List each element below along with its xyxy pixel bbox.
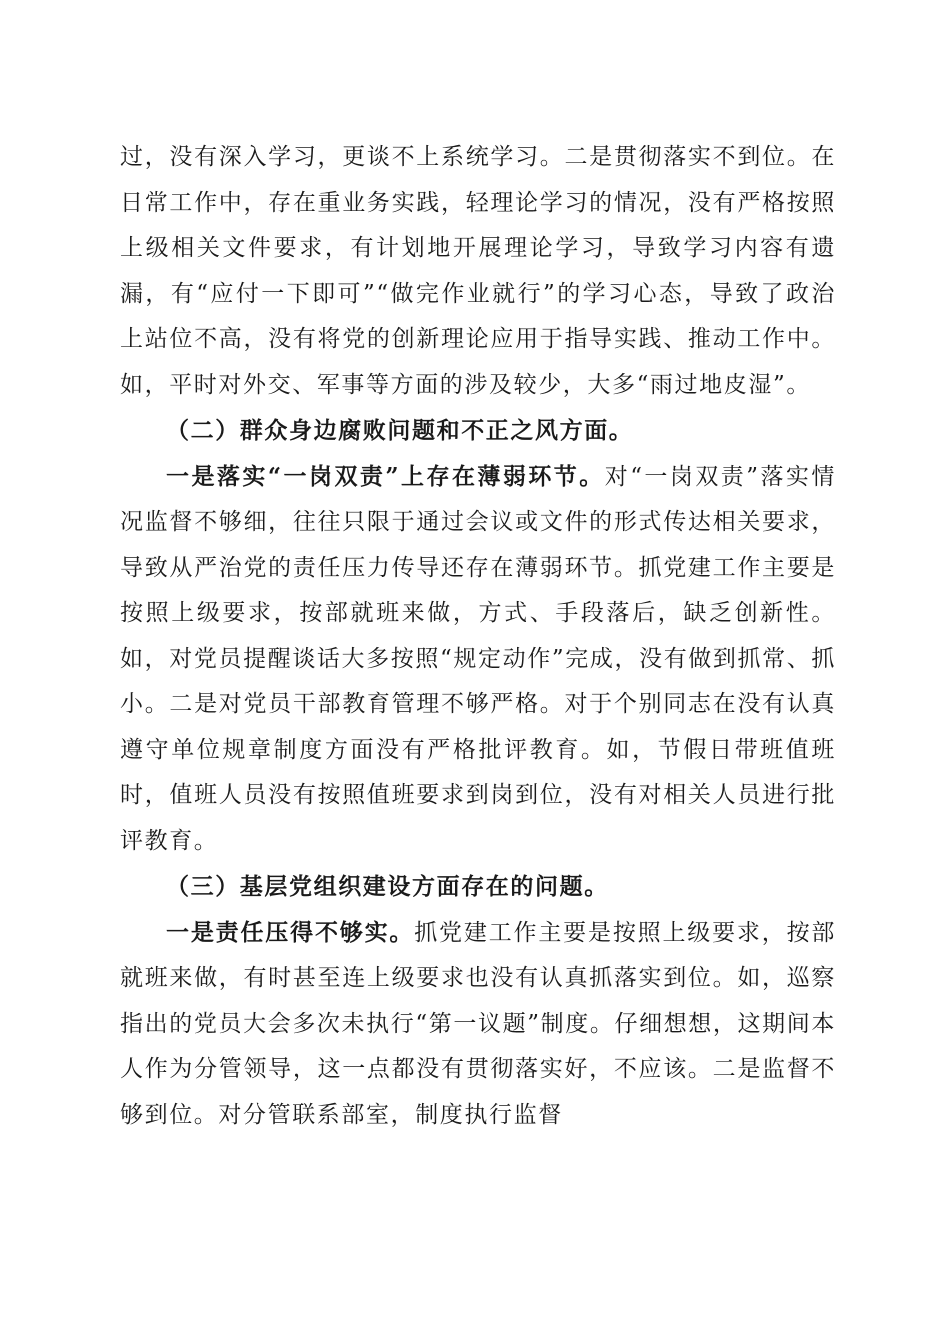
paragraph-text: 抓党建工作主要是按照上级要求，按部就班来做，有时甚至连上级要求也没有认真抓落实到位。如，巡察指出的党员大会多次未执行“第一议题”制度。仔细想想，这期间本人作为分管领导，这一点都没有贯彻落实好，不应该。二是监督不够到位。对分管联系部室，制度执行监督 xyxy=(120,919,837,1128)
document-body xyxy=(120,135,836,1138)
paragraph-continuation: 过，没有深入学习，更谈不上系统学习。二是贯彻落实不到位。在日常工作中，存在重业务实践，轻理论学习的情况，没有严格按照上级相关文件要求，有计划地开展理论学习，导致学习内容有遗漏，有“应付一下即可”“做完作业就行”的学习心态，导致了政治上站位不高，没有将党的创新理论应用于指导实践、推动工作中。如，平时对外交、军事等方面的涉及较少，大多“雨过地皮湿”。 xyxy=(120,144,836,398)
paragraph-lead-sentence: 一是落实“一岗双责”上存在薄弱环节。 xyxy=(166,462,605,490)
paragraph-section-3 xyxy=(120,910,836,1139)
section-heading-3: （三）基层党组织建设方面存在的问题。 xyxy=(166,873,609,900)
paragraph-section-2 xyxy=(120,454,836,865)
section-heading-2: （二）群众身边腐败问题和不正之风方面。 xyxy=(166,417,634,444)
paragraph-text: 对“一岗双责”落实情况监督不够细，往往只限于通过会议或文件的形式传达相关要求，导致从严治党的责任压力传导还存在薄弱环节。抓党建工作主要是按照上级要求，按部就班来做，方式、手段落后，缺乏创新性。如，对党员提醒谈话大多按照“规定动作”完成，没有做到抓常、抓小。二是对党员干部教育管理不够严格。对于个别同志在没有认真遵守单位规章制度方面没有严格批评教育。如，节假日带班值班时，值班人员没有按照值班要求到岗到位，没有对相关人员进行批评教育。 xyxy=(120,463,836,854)
paragraph-lead-sentence: 一是责任压得不够实。 xyxy=(166,918,415,946)
